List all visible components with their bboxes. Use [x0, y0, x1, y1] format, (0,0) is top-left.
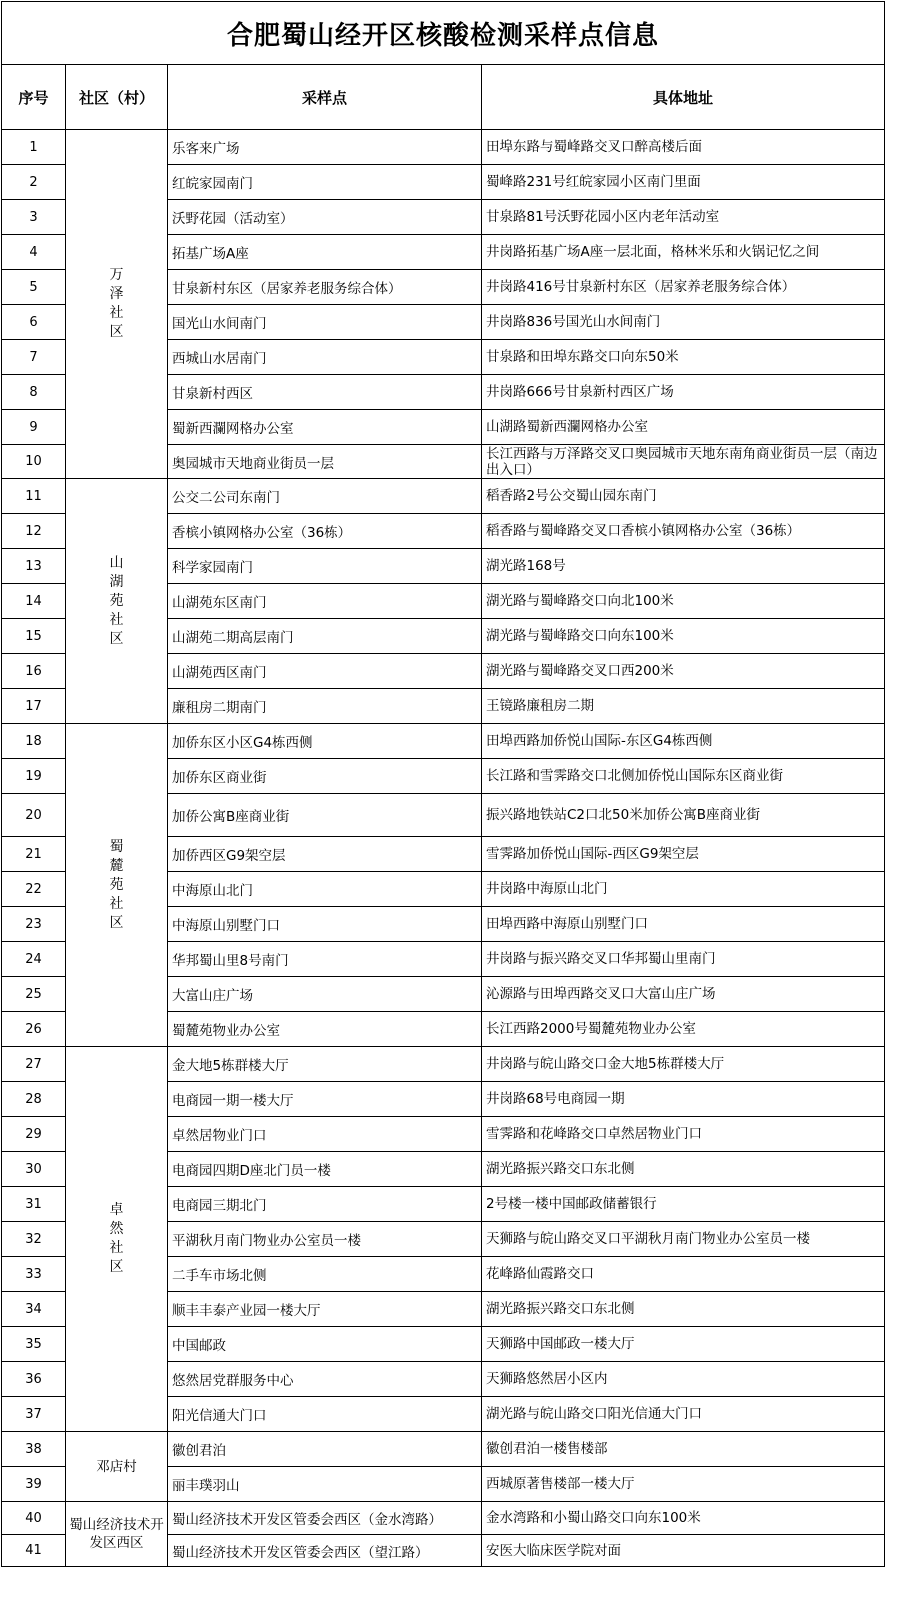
site-address: 安医大临床医学院对面 — [482, 1535, 885, 1567]
site-address: 徽创君泊一楼售楼部 — [482, 1432, 885, 1467]
site-name: 拓基广场A座 — [168, 235, 482, 270]
site-address: 天狮路与皖山路交叉口平湖秋月南门物业办公室员一楼 — [482, 1222, 885, 1257]
site-name: 中国邮政 — [168, 1327, 482, 1362]
site-address: 稻香路与蜀峰路交叉口香槟小镇网格办公室（36栋） — [482, 514, 885, 549]
site-address: 井岗路与振兴路交叉口华邦蜀山里南门 — [482, 942, 885, 977]
site-name: 平湖秋月南门物业办公室员一楼 — [168, 1222, 482, 1257]
header-community: 社区（村） — [66, 65, 168, 130]
table-row — [2, 479, 885, 514]
site-name: 甘泉新村西区 — [168, 375, 482, 410]
site-name: 加侨东区小区G4栋西侧 — [168, 724, 482, 759]
row-index: 2 — [2, 165, 66, 200]
row-index: 22 — [2, 872, 66, 907]
row-index: 37 — [2, 1397, 66, 1432]
site-name: 甘泉新村东区（居家养老服务综合体） — [168, 270, 482, 305]
row-index: 19 — [2, 759, 66, 794]
row-index: 28 — [2, 1082, 66, 1117]
site-name: 国光山水间南门 — [168, 305, 482, 340]
row-index: 30 — [2, 1152, 66, 1187]
site-name: 丽丰璞羽山 — [168, 1467, 482, 1502]
site-address: 湖光路168号 — [482, 549, 885, 584]
site-address: 雪霁路加侨悦山国际-西区G9架空层 — [482, 837, 885, 872]
site-address: 湖光路与蜀峰路交口向东100米 — [482, 619, 885, 654]
site-address: 振兴路地铁站C2口北50米加侨公寓B座商业街 — [482, 794, 885, 837]
site-name: 金大地5栋群楼大厅 — [168, 1047, 482, 1082]
site-name: 蜀新西瀾网格办公室 — [168, 410, 482, 445]
site-name: 中海原山别墅门口 — [168, 907, 482, 942]
site-name: 沃野花园（活动室） — [168, 200, 482, 235]
site-name: 阳光信通大门口 — [168, 1397, 482, 1432]
site-name: 山湖苑二期高层南门 — [168, 619, 482, 654]
site-name: 蜀山经济技术开发区管委会西区（望江路） — [168, 1535, 482, 1567]
header-address: 具体地址 — [482, 65, 885, 130]
title-row — [2, 2, 885, 65]
site-address: 雪霁路和花峰路交口卓然居物业门口 — [482, 1117, 885, 1152]
site-name: 电商园三期北门 — [168, 1187, 482, 1222]
row-index: 13 — [2, 549, 66, 584]
community-name: 山湖苑社区 — [109, 554, 124, 647]
site-address: 金水湾路和小蜀山路交口向东100米 — [482, 1502, 885, 1535]
row-index: 26 — [2, 1012, 66, 1047]
site-name: 二手车市场北侧 — [168, 1257, 482, 1292]
sampling-sites-table — [1, 1, 885, 1567]
header-index: 序号 — [2, 65, 66, 130]
site-address: 长江西路2000号蜀麓苑物业办公室 — [482, 1012, 885, 1047]
site-address: 王镜路廉租房二期 — [482, 689, 885, 724]
site-name: 山湖苑东区南门 — [168, 584, 482, 619]
row-index: 10 — [2, 445, 66, 479]
header-row — [2, 65, 885, 130]
site-address: 井岗路与皖山路交口金大地5栋群楼大厅 — [482, 1047, 885, 1082]
site-name: 电商园四期D座北门员一楼 — [168, 1152, 482, 1187]
site-name: 大富山庄广场 — [168, 977, 482, 1012]
site-address: 湖光路与蜀峰路交口向北100米 — [482, 584, 885, 619]
site-name: 顺丰丰泰产业园一楼大厅 — [168, 1292, 482, 1327]
row-index: 6 — [2, 305, 66, 340]
site-address: 湖光路与蜀峰路交叉口西200米 — [482, 654, 885, 689]
row-index: 7 — [2, 340, 66, 375]
row-index: 29 — [2, 1117, 66, 1152]
site-address: 湖光路与皖山路交口阳光信通大门口 — [482, 1397, 885, 1432]
table-row — [2, 1432, 885, 1467]
site-address: 湖光路振兴路交口东北侧 — [482, 1292, 885, 1327]
site-address: 天狮路中国邮政一楼大厅 — [482, 1327, 885, 1362]
site-address: 井岗路416号甘泉新村东区（居家养老服务综合体） — [482, 270, 885, 305]
row-index: 41 — [2, 1535, 66, 1567]
community-name: 卓然社区 — [109, 1202, 124, 1275]
site-name: 悠然居党群服务中心 — [168, 1362, 482, 1397]
site-address: 田埠西路中海原山别墅门口 — [482, 907, 885, 942]
site-address: 长江西路与万泽路交叉口奥园城市天地东南角商业街员一层（南边出入口） — [482, 445, 885, 479]
row-index: 38 — [2, 1432, 66, 1467]
row-index: 18 — [2, 724, 66, 759]
row-index: 31 — [2, 1187, 66, 1222]
site-name: 加侨公寓B座商业街 — [168, 794, 482, 837]
row-index: 16 — [2, 654, 66, 689]
site-address: 花峰路仙霞路交口 — [482, 1257, 885, 1292]
row-index: 1 — [2, 130, 66, 165]
site-name: 奥园城市天地商业街员一层 — [168, 445, 482, 479]
community-cell — [66, 1432, 168, 1502]
community-name: 蜀麓苑社区 — [109, 838, 124, 931]
row-index: 27 — [2, 1047, 66, 1082]
table-row — [2, 724, 885, 759]
community-name: 蜀山经济技术开发区西区 — [69, 1517, 164, 1551]
community-cell — [66, 724, 168, 1047]
site-address: 田埠东路与蜀峰路交叉口醉高楼后面 — [482, 130, 885, 165]
table-row — [2, 130, 885, 165]
site-address: 沁源路与田埠西路交叉口大富山庄广场 — [482, 977, 885, 1012]
row-index: 33 — [2, 1257, 66, 1292]
page-title: 合肥蜀山经开区核酸检测采样点信息 — [2, 2, 885, 65]
row-index: 24 — [2, 942, 66, 977]
site-name: 卓然居物业门口 — [168, 1117, 482, 1152]
row-index: 12 — [2, 514, 66, 549]
site-address: 井岗路中海原山北门 — [482, 872, 885, 907]
site-address: 蜀峰路231号红皖家园小区南门里面 — [482, 165, 885, 200]
site-address: 长江路和雪霁路交口北侧加侨悦山国际东区商业街 — [482, 759, 885, 794]
site-address: 湖光路振兴路交口东北侧 — [482, 1152, 885, 1187]
site-address: 井岗路836号国光山水间南门 — [482, 305, 885, 340]
table-row — [2, 1047, 885, 1082]
row-index: 20 — [2, 794, 66, 837]
site-address: 井岗路666号甘泉新村西区广场 — [482, 375, 885, 410]
community-name: 邓店村 — [96, 1458, 137, 1475]
site-address: 井岗路68号电商园一期 — [482, 1082, 885, 1117]
site-name: 蜀山经济技术开发区管委会西区（金水湾路） — [168, 1502, 482, 1535]
site-name: 华邦蜀山里8号南门 — [168, 942, 482, 977]
site-name: 电商园一期一楼大厅 — [168, 1082, 482, 1117]
row-index: 4 — [2, 235, 66, 270]
site-address: 甘泉路81号沃野花园小区内老年活动室 — [482, 200, 885, 235]
site-name: 科学家园南门 — [168, 549, 482, 584]
community-cell — [66, 1047, 168, 1432]
header-site: 采样点 — [168, 65, 482, 130]
site-address: 田埠西路加侨悦山国际-东区G4栋西侧 — [482, 724, 885, 759]
site-name: 西城山水居南门 — [168, 340, 482, 375]
row-index: 25 — [2, 977, 66, 1012]
row-index: 34 — [2, 1292, 66, 1327]
row-index: 5 — [2, 270, 66, 305]
row-index: 35 — [2, 1327, 66, 1362]
community-cell — [66, 479, 168, 724]
row-index: 9 — [2, 410, 66, 445]
site-address: 西城原著售楼部一楼大厅 — [482, 1467, 885, 1502]
row-index: 40 — [2, 1502, 66, 1535]
site-name: 徽创君泊 — [168, 1432, 482, 1467]
community-cell — [66, 130, 168, 479]
site-name: 山湖苑西区南门 — [168, 654, 482, 689]
site-address: 2号楼一楼中国邮政储蓄银行 — [482, 1187, 885, 1222]
row-index: 14 — [2, 584, 66, 619]
site-name: 红皖家园南门 — [168, 165, 482, 200]
site-address: 天狮路悠然居小区内 — [482, 1362, 885, 1397]
site-name: 香槟小镇网格办公室（36栋） — [168, 514, 482, 549]
row-index: 3 — [2, 200, 66, 235]
site-name: 中海原山北门 — [168, 872, 482, 907]
site-name: 公交二公司东南门 — [168, 479, 482, 514]
row-index: 15 — [2, 619, 66, 654]
site-name: 加侨东区商业街 — [168, 759, 482, 794]
row-index: 17 — [2, 689, 66, 724]
table-row — [2, 1502, 885, 1535]
site-address: 稻香路2号公交蜀山园东南门 — [482, 479, 885, 514]
site-name: 乐客来广场 — [168, 130, 482, 165]
site-address: 山湖路蜀新西瀾网格办公室 — [482, 410, 885, 445]
row-index: 36 — [2, 1362, 66, 1397]
community-name: 万泽社区 — [109, 267, 124, 340]
row-index: 39 — [2, 1467, 66, 1502]
site-address: 井岗路拓基广场A座一层北面，格林米乐和火锅记忆之间 — [482, 235, 885, 270]
site-name: 廉租房二期南门 — [168, 689, 482, 724]
row-index: 11 — [2, 479, 66, 514]
site-address: 甘泉路和田埠东路交口向东50米 — [482, 340, 885, 375]
row-index: 32 — [2, 1222, 66, 1257]
community-cell — [66, 1502, 168, 1567]
site-name: 蜀麓苑物业办公室 — [168, 1012, 482, 1047]
row-index: 23 — [2, 907, 66, 942]
row-index: 21 — [2, 837, 66, 872]
site-name: 加侨西区G9架空层 — [168, 837, 482, 872]
row-index: 8 — [2, 375, 66, 410]
